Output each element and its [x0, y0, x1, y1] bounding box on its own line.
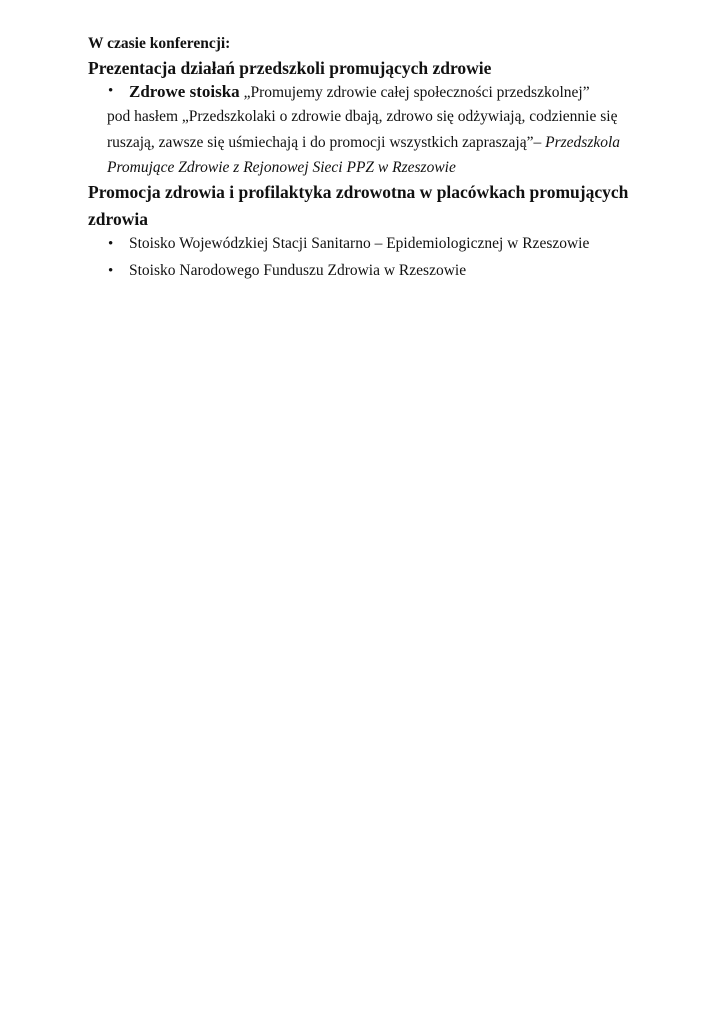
bullet-icon: •	[108, 236, 114, 252]
section-title-promotion-line-1: Promocja zdrowia i profilaktyka zdrowotna w placówkach promujących	[88, 182, 629, 202]
item-bold-label: Zdrowe stoiska	[129, 82, 240, 101]
item-quote: „Promujemy zdrowie całej społeczności przedszkolnej”	[239, 84, 590, 101]
item-text-line-3-regular: ruszają, zawsze się uśmiechają i do promocji wszystkich zapraszają”–	[107, 134, 546, 151]
list-item-health-fund: Stoisko Narodowego Funduszu Zdrowia w Rzeszowie	[129, 262, 467, 279]
item-text-line-2: pod hasłem „Przedszkolaki o zdrowie dbają, zdrowo się odżywiają, codziennie się	[107, 108, 618, 125]
bullet-icon: •	[108, 83, 114, 99]
item-text-line-3	[107, 132, 620, 154]
section-title-promotion-line-2: zdrowia	[88, 209, 148, 229]
item-text-line-4: Promujące Zdrowie z Rejonowej Sieci PPZ w Rzeszowie	[107, 159, 456, 176]
intro-label: W czasie konferencji:	[88, 35, 231, 52]
section-title-presentation: Prezentacja działań przedszkoli promujących zdrowie	[88, 58, 492, 78]
list-item-healthy-stands	[129, 81, 590, 104]
bullet-icon: •	[108, 263, 114, 279]
list-item-sanitary-station: Stoisko Wojewódzkiej Stacji Sanitarno – Epidemiologicznej w Rzeszowie	[129, 235, 590, 252]
item-text-line-3-italic: Przedszkola	[545, 134, 621, 151]
